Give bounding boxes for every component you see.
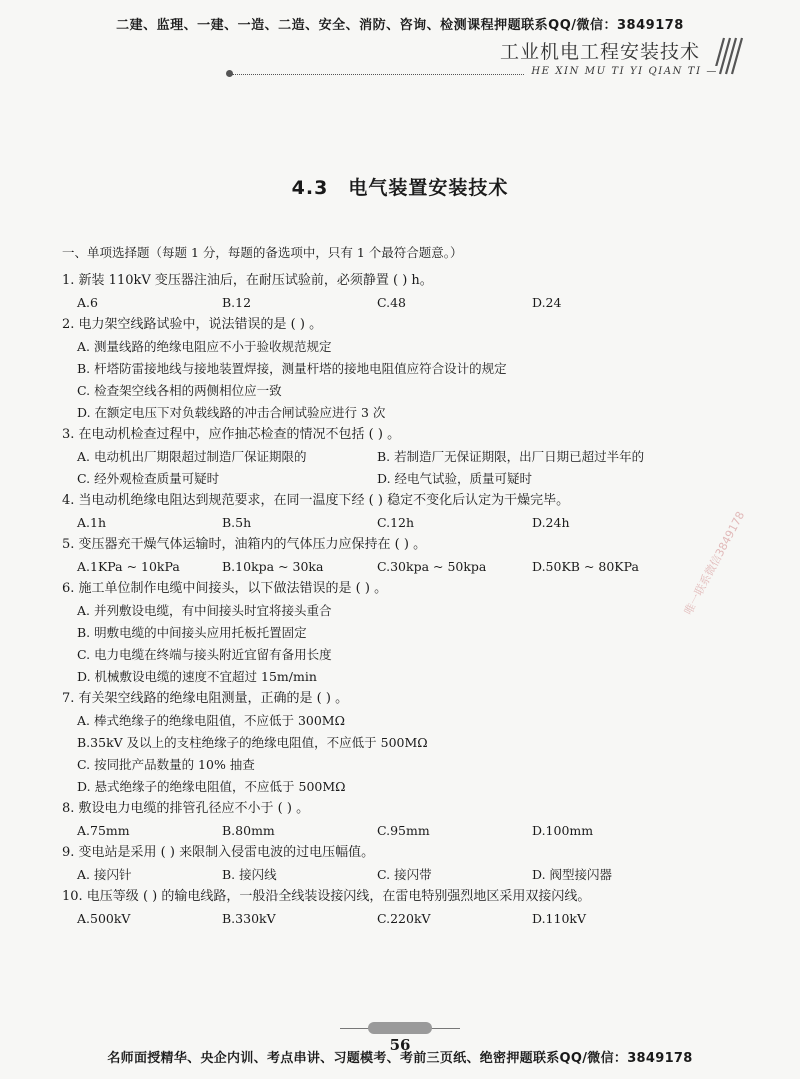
bottom-banner: 名师面授精华、央企内训、考点串讲、习题模考、考前三页纸、绝密押题联系QQ/微信：3849178 (107, 1051, 693, 1066)
option-a: A. 测量线路的绝缘电阻应不小于验收规范规定 (77, 339, 332, 354)
option-d: D.24h (532, 515, 570, 530)
option-c: C. 按同批产品数量的 10% 抽查 (77, 757, 255, 772)
option-a: A. 电动机出厂期限超过制造厂保证期限的 (77, 449, 307, 464)
question-1-stem: 1. 新装 110kV 变压器注油后，在耐压试验前，必须静置 ( ) h。 (62, 273, 433, 288)
option-b: B.5h (222, 515, 252, 530)
option-a: A.1h (77, 515, 107, 530)
option-a: A. 并列敷设电缆，有中间接头时宜将接头重合 (77, 603, 332, 618)
option-c: C. 接闪带 (377, 867, 432, 882)
option-b: B. 若制造厂无保证期限，出厂日期已超过半年的 (377, 449, 645, 464)
page-number: 56 (389, 1036, 411, 1054)
question-3-options-ab (62, 446, 762, 468)
option-b: B. 杆塔防雷接地线与接地装置焊接，测量杆塔的接地电阻值应符合设计的规定 (77, 361, 507, 376)
option-b: B.330kV (222, 911, 276, 926)
question-10-options (62, 908, 762, 930)
option-a: A.6 (77, 295, 98, 310)
option-d: D. 在额定电压下对负载线路的冲击合闸试验应进行 3 次 (77, 405, 386, 420)
question-9-options (62, 864, 762, 886)
watermark: 唯一联系微信3849178 (681, 509, 748, 618)
question-1-options (62, 292, 762, 314)
question-4-stem: 4. 当电动机绝缘电阻达到规范要求，在同一温度下经 ( ) 稳定不变化后认定为干燥完毕。 (62, 493, 570, 508)
question-2-stem: 2. 电力架空线路试验中，说法错误的是 ( ) 。 (62, 317, 323, 332)
option-b: B.80mm (222, 823, 275, 838)
option-a: A.500kV (77, 911, 131, 926)
option-c: C. 经外观检查质量可疑时 (77, 471, 220, 486)
option-c: C.12h (377, 515, 415, 530)
option-b: B.10kpa ~ 30ka (222, 559, 324, 574)
question-list (62, 242, 762, 930)
option-b: B. 明敷电缆的中间接头应用托板托置固定 (77, 625, 307, 640)
header-title: 工业机电工程安装技术 (499, 41, 700, 63)
footer-pill-decoration (368, 1022, 432, 1034)
option-a: A.75mm (77, 823, 130, 838)
question-4-options (62, 512, 762, 534)
option-c: C. 检查架空线各相的两侧相位应一致 (77, 383, 282, 398)
question-6-stem: 6. 施工单位制作电缆中间接头，以下做法错误的是 ( ) 。 (62, 581, 388, 596)
top-banner: 二建、监理、一建、一造、二造、安全、消防、咨询、检测课程押题联系QQ/微信：3849178 (116, 18, 684, 33)
question-7-stem: 7. 有关架空线路的绝缘电阻测量，正确的是 ( ) 。 (62, 691, 349, 706)
option-d: D. 悬式绝缘子的绝缘电阻值，不应低于 500MΩ (77, 779, 346, 794)
option-d: D.110kV (532, 911, 587, 926)
question-9-stem: 9. 变电站是采用 ( ) 来限制入侵雷电波的过电压幅值。 (62, 845, 375, 860)
option-d: D. 机械敷设电缆的速度不宜超过 15m/min (77, 669, 317, 684)
option-c: C.95mm (377, 823, 430, 838)
option-a: A. 棒式绝缘子的绝缘电阻值，不应低于 300MΩ (77, 713, 345, 728)
option-c: C.30kpa ~ 50kpa (377, 559, 487, 574)
option-b: B.35kV 及以上的支柱绝缘子的绝缘电阻值，不应低于 500MΩ (77, 735, 428, 750)
option-c: C.220kV (377, 911, 431, 926)
option-d: D.100mm (532, 823, 594, 838)
option-d: D.24 (532, 295, 562, 310)
part-heading: 一、单项选择题（每题 1 分，每题的备选项中，只有 1 个最符合题意。） (62, 245, 463, 260)
question-5-stem: 5. 变压器充干燥气体运输时，油箱内的气体压力应保持在 ( ) 。 (62, 537, 427, 552)
question-3-options-cd (62, 468, 762, 490)
header-pinyin: HE XIN MU TI YI QIAN TI — (525, 66, 718, 77)
option-d: D. 阀型接闪器 (532, 867, 613, 882)
option-d: D. 经电气试验，质量可疑时 (377, 471, 533, 486)
section-title: 4.3 电气装置安装技术 (291, 177, 509, 199)
question-10-stem: 10. 电压等级 ( ) 的输电线路，一般沿全线装设接闪线，在雷电特别强烈地区采用双接闪线。 (62, 889, 591, 904)
question-8-options (62, 820, 762, 842)
option-c: C. 电力电缆在终端与接头附近宜留有备用长度 (77, 647, 332, 662)
option-d: D.50KB ~ 80KPa (532, 559, 639, 574)
question-5-options (62, 556, 762, 578)
option-c: C.48 (377, 295, 406, 310)
question-3-stem: 3. 在电动机检查过程中，应作抽芯检查的情况不包括 ( ) 。 (62, 427, 401, 442)
option-b: B. 接闪线 (222, 867, 277, 882)
option-a: A. 接闪针 (77, 867, 132, 882)
option-a: A.1KPa ~ 10kPa (77, 559, 180, 574)
option-b: B.12 (222, 295, 252, 310)
question-8-stem: 8. 敷设电力电缆的排管孔径应不小于 ( ) 。 (62, 801, 310, 816)
